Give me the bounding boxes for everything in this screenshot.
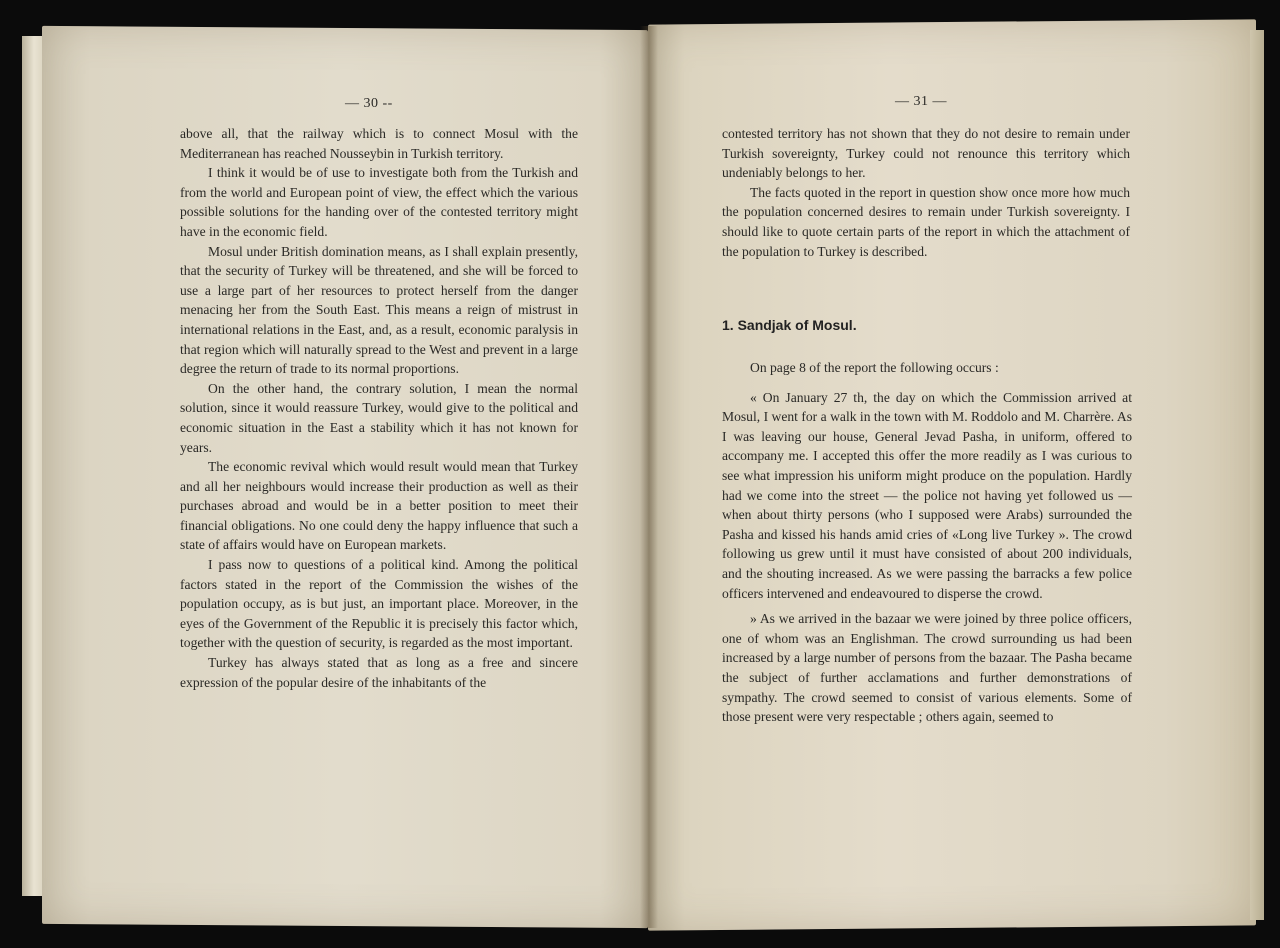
left-page-text <box>180 124 578 692</box>
right-page-intro-text <box>722 124 1130 261</box>
left-paragraph-3: Mosul under British domination means, as I shall explain presently, that the security of Turkey will be threatened, and she will be forced to use a large part of her resources to protect herself from the danger menacing her from the South East. This means a reign of mistrust in international relations in the East, and, as a result, economic paralysis in that region which will naturally spread to the West and prevent in a large degree the return of trade to its normal proportions. <box>180 243 578 377</box>
lead-line: On page 8 of the report the following occurs : <box>750 360 999 375</box>
left-paragraph-1: above all, that the railway which is to connect Mosul with the Mediterranean has reached Nousseybin in Turkish territory. <box>180 126 578 161</box>
section-heading: 1. Sandjak of Mosul. <box>722 317 857 333</box>
left-paragraph-2: I think it would be of use to investigate both from the Turkish and from the world and European point of view, the effect which the various possible solutions for the handing over of the contested territory might have in the economic field. <box>180 165 578 239</box>
book-gutter <box>640 26 658 928</box>
left-paragraph-7: Turkey has always stated that as long as a free and sincere expression of the popular desire of the inhabitants of the <box>180 655 578 690</box>
right-page-stack-edge <box>1250 30 1264 920</box>
right-paragraph-2: The facts quoted in the report in question show once more how much the population concerned desires to remain under Turkish sovereignty. I should like to quote certain parts of the report in which the attachment of the population to Turkey is described. <box>722 184 1130 259</box>
right-page-number: — 31 — <box>895 94 947 109</box>
right-paragraph-1: contested territory has not shown that they do not desire to remain under Turkish sovereignty, Turkey could not renounce this territory which undeniably belongs to her. <box>722 126 1130 181</box>
left-paragraph-4: On the other hand, the contrary solution, I mean the normal solution, since it would reassure Turkey, would give to the political and economic situation in the East a stability which it has not known for years. <box>180 380 578 455</box>
left-paragraph-6: I pass now to questions of a political kind. Among the political factors stated in the report of the Commission the wishes of the population occupy, as is but just, an important place. Moreover, in the eyes of the Government of the Republic it is precisely this factor which, together with the question of security, is regarded as the most important. <box>180 557 578 651</box>
quote-paragraph-1: « On January 27 th, the day on which the Commission arrived at Mosul, I went for a walk in the town with M. Roddolo and M. Charrère. As I was leaving our house, General Jevad Pasha, in uniform, offered to accompany me. I accepted this offer the more readily as I was curious to see what impression his uniform might produce on the population. Hardly had we come into the street — the police not having yet followed us — when about thirty persons (who I supposed were Arabs) surrounded the Pasha and kissed his hands amid cries of «Long live Turkey ». The crowd following us grew until it must have consisted of about 200 individuals, and the shouting increased. As we were passing the barracks a few police officers intervened and endeavoured to disperse the crowd. <box>722 389 1132 601</box>
quote-paragraph-2: » As we arrived in the bazaar we were joined by three police officers, one of whom was an Englishman. The crowd surrounding us had been increased by a large number of persons from the bazaar. The Pasha became the subject of further acclamations and further demonstrations of sympathy. The crowd seemed to consist of various elements. Some of those present were very respectable ; others again, seemed to <box>722 611 1132 725</box>
left-page-number: — 30 -- <box>345 96 393 111</box>
left-paragraph-5: The economic revival which would result would mean that Turkey and all her neighbours would increase their production as well as their purchases abroad and would be in a better position to meet their financial obligations. No one could deny the happy influence that such a state of affairs would have on European markets. <box>180 459 578 553</box>
right-page-quote-text <box>722 358 1132 727</box>
